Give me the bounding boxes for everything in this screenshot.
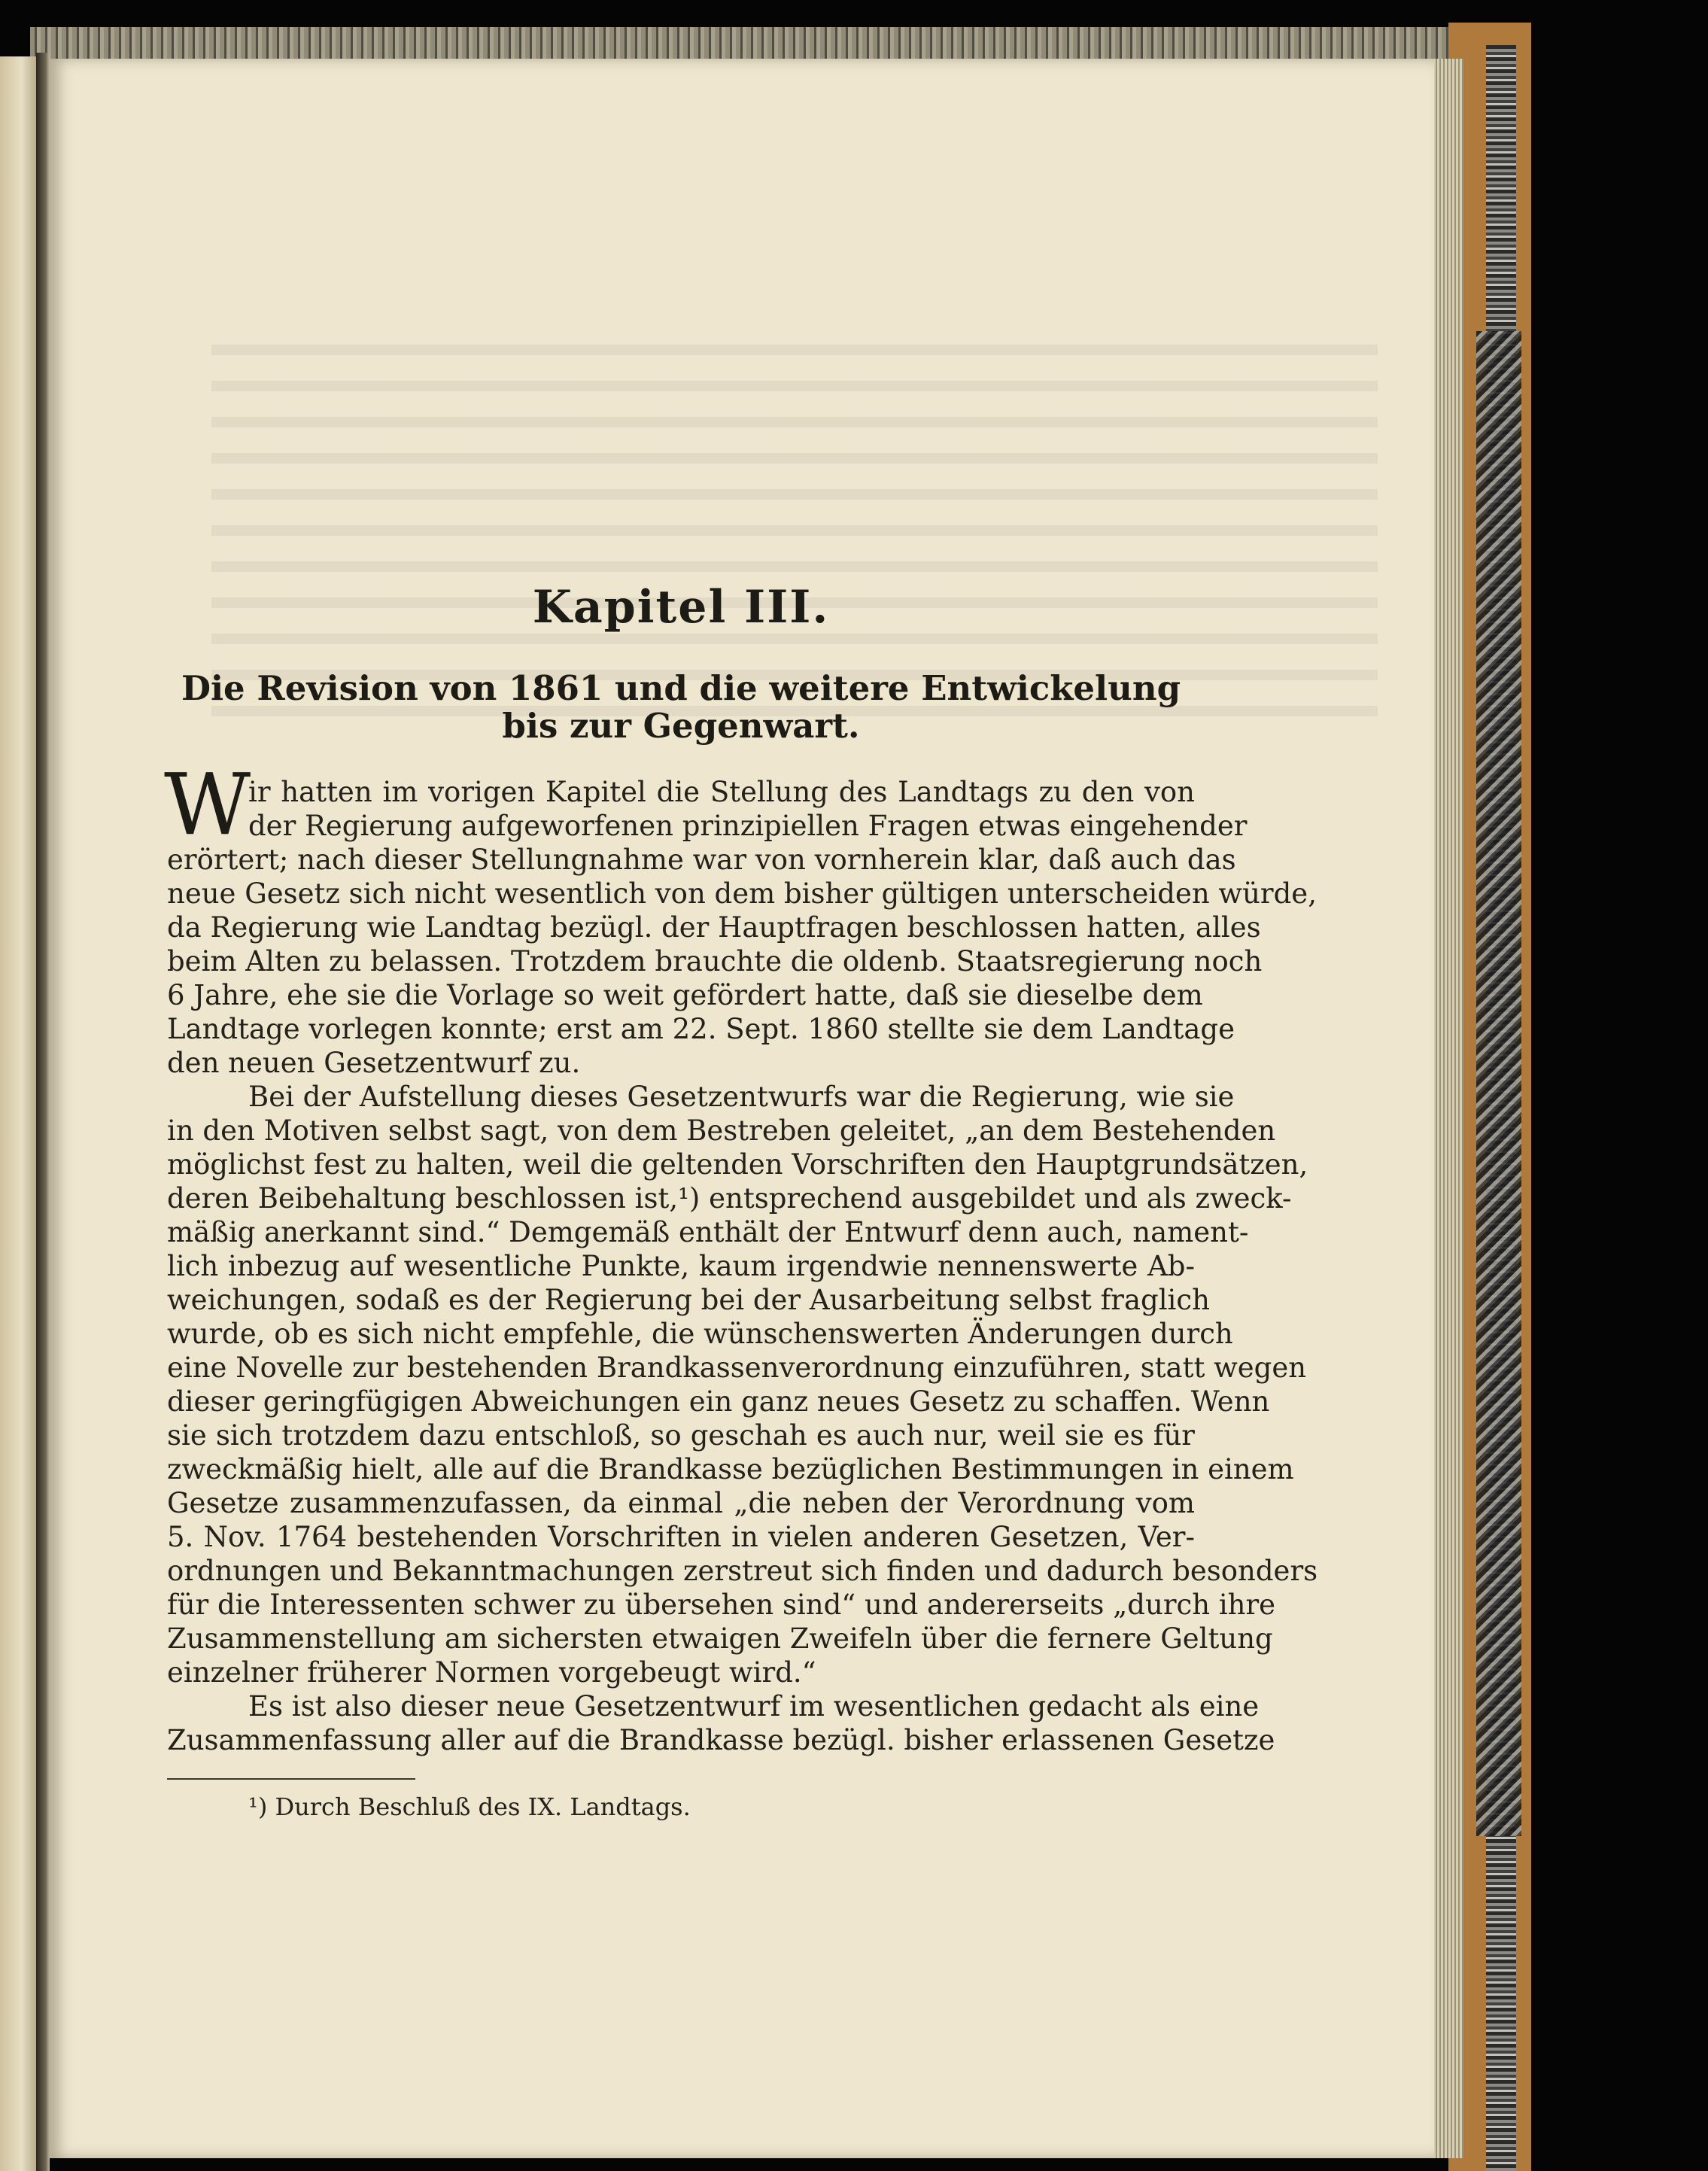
- section-title-line-1: Die Revision von 1861 und die weitere Entwickelung: [181, 668, 1181, 708]
- body-line: da Regierung wie Landtag bezügl. der Hauptfragen beschlossen hatten, alles: [167, 911, 1261, 944]
- body-line: erörtert; nach dieser Stellungnahme war von vornherein klar, daß auch das: [167, 844, 1236, 876]
- drop-cap: W: [164, 756, 251, 854]
- body-line: für die Interessenten schwer zu übersehen sind“ und andererseits „durch ihre: [167, 1589, 1276, 1621]
- body-line: beim Alten zu belassen. Trotzdem brauchte die oldenb. Staatsregierung noch: [167, 945, 1263, 978]
- body-line: deren Beibehaltung beschlossen ist,¹) entsprechend ausgebildet und als zweck-: [167, 1182, 1292, 1215]
- left-page-edge: [0, 56, 36, 2171]
- section-title-line-2: bis zur Gegenwart.: [502, 706, 860, 746]
- body-line: möglichst fest zu halten, weil die geltenden Vorschriften den Hauptgrundsätzen,: [167, 1148, 1308, 1181]
- body-line: in den Motiven selbst sagt, von dem Bestreben geleitet, „an dem Bestehenden: [167, 1114, 1276, 1147]
- body-line: dieser geringfügigen Abweichungen ein ganz neues Gesetz zu schaffen. Wenn: [167, 1385, 1270, 1418]
- body-line: Es ist also dieser neue Gesetzentwurf im wesentlichen gedacht als eine: [248, 1690, 1260, 1723]
- body-line: Zusammenstellung am sichersten etwaigen Zweifeln über die fernere Geltung: [167, 1622, 1273, 1655]
- body-line: einzelner früherer Normen vorgebeugt wird.“: [167, 1656, 816, 1689]
- section-title: [167, 670, 1195, 745]
- body-line: ir hatten im vorigen Kapitel die Stellung des Landtags zu den von: [248, 776, 1195, 808]
- body-line: zweckmäßig hielt, alle auf die Brandkasse bezüglichen Bestimmungen in einem: [167, 1453, 1294, 1485]
- body-line: Bei der Aufstellung dieses Gesetzentwurfs war die Regierung, wie sie: [248, 1081, 1235, 1113]
- footnote: ¹) Durch Beschluß des IX. Landtags.: [248, 1792, 691, 1821]
- book-gutter: [36, 53, 50, 2171]
- body-line: der Regierung aufgeworfenen prinzipiellen Fragen etwas eingehender: [248, 810, 1248, 842]
- body-line: lich inbezug auf wesentliche Punkte, kaum irgendwie nennenswerte Ab-: [167, 1250, 1195, 1282]
- body-line: mäßig anerkannt sind.“ Demgemäß enthält der Entwurf denn auch, nament-: [167, 1216, 1249, 1248]
- body-line: eine Novelle zur bestehenden Brandkassenverordnung einzuführen, statt wegen: [167, 1352, 1307, 1384]
- body-line: weichungen, sodaß es der Regierung bei der Ausarbeitung selbst fraglich: [167, 1284, 1210, 1316]
- chapter-title: Kapitel III.: [532, 581, 830, 634]
- body-line: neue Gesetz sich nicht wesentlich von dem bisher gültigen unterscheiden würde,: [167, 877, 1317, 910]
- body-line: Zusammenfassung aller auf die Brandkasse bezügl. bisher erlassenen Gesetze: [167, 1724, 1275, 1756]
- body-line: Gesetze zusammenzufassen, da einmal „die neben der Verordnung vom: [167, 1487, 1195, 1519]
- body-line: 5. Nov. 1764 bestehenden Vorschriften in vielen anderen Gesetzen, Ver-: [167, 1521, 1195, 1553]
- body-line: den neuen Gesetzentwurf zu.: [167, 1047, 581, 1079]
- body-line: Landtage vorlegen konnte; erst am 22. Sept. 1860 stellte sie dem Landtage: [167, 1013, 1235, 1045]
- body-line: 6 Jahre, ehe sie die Vorlage so weit gefördert hatte, daß sie dieselbe dem: [167, 979, 1203, 1011]
- footnote-rule: [167, 1778, 415, 1780]
- body-line: sie sich trotzdem dazu entschloß, so geschah es auch nur, weil sie es für: [167, 1419, 1195, 1452]
- marbled-cover-pattern: [1476, 331, 1521, 1836]
- body-line: wurde, ob es sich nicht empfehle, die wünschenswerten Änderungen durch: [167, 1318, 1233, 1350]
- body-line: ordnungen und Bekanntmachungen zerstreut sich finden und dadurch besonders: [167, 1555, 1318, 1587]
- page-fore-edge: [1430, 59, 1463, 2158]
